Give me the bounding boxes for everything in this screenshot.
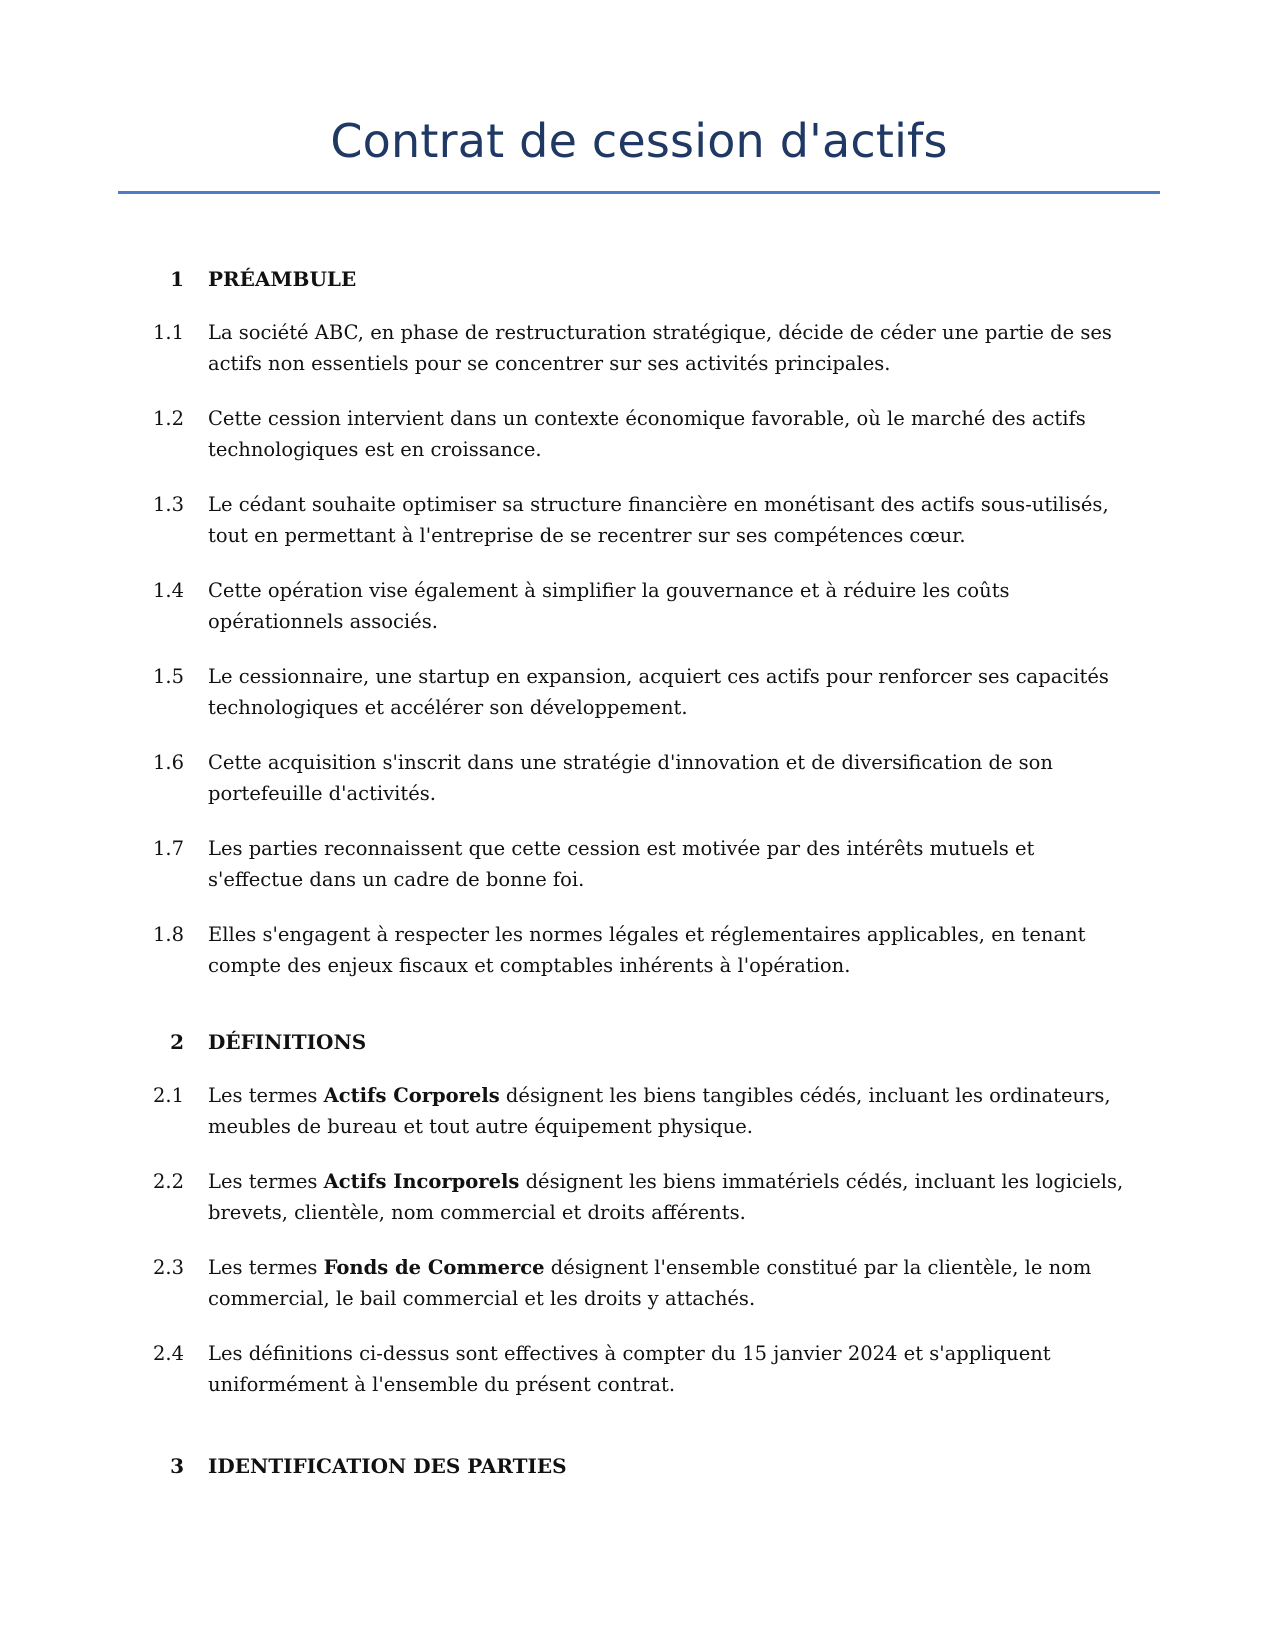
section-preambule	[0, 265, 1275, 981]
section-title: DÉFINITIONS	[208, 1030, 367, 1054]
section-number: 1	[170, 267, 184, 291]
clause-text: Les définitions ci-dessus sont effectives à compter du 15 janvier 2024 et s'appliquent uniformément à l'ensemble du présent contrat.	[208, 1342, 1051, 1396]
clause-text: Cette cession intervient dans un contexte économique favorable, où le marché des actifs technologiques est en croissance.	[208, 407, 1086, 461]
clause-number: 2.3	[152, 1256, 184, 1279]
clause-number: 1.8	[152, 923, 184, 946]
clause-text: Cette acquisition s'inscrit dans une stratégie d'innovation et de diversification de son portefeuille d'activités.	[208, 751, 1053, 805]
clause-2-3	[0, 1252, 1275, 1314]
section-title: IDENTIFICATION DES PARTIES	[208, 1454, 567, 1478]
clause-1-3	[0, 489, 1275, 551]
clause-number: 1.5	[152, 665, 184, 688]
clause-number: 1.1	[152, 321, 184, 344]
clause-text-post: désignent l'ensemble constitué par la clientèle, le nom commercial, le bail commercial et les droits y attachés.	[208, 1256, 1092, 1310]
clause-text	[208, 1252, 1133, 1314]
clause-1-7	[0, 833, 1275, 895]
clause-text	[208, 1080, 1133, 1142]
clause-2-2	[0, 1166, 1275, 1228]
title-underline	[118, 191, 1160, 194]
clause-number: 1.7	[152, 837, 184, 860]
section-heading	[0, 1028, 1275, 1056]
clause-text: Elles s'engagent à respecter les normes légales et réglementaires applicables, en tenant compte des enjeux fiscaux et comptables inhérents à l'opération.	[208, 923, 1086, 977]
clause-1-4	[0, 575, 1275, 637]
clause-number: 2.1	[152, 1084, 184, 1107]
clause-text-pre: Les termes	[208, 1170, 324, 1193]
defined-term: Fonds de Commerce	[323, 1256, 545, 1279]
section-number: 2	[170, 1030, 184, 1054]
document-title: Contrat de cession d'actifs	[330, 114, 948, 168]
section-definitions	[0, 1028, 1275, 1400]
clause-2-4	[0, 1338, 1275, 1400]
clause-1-1	[0, 317, 1275, 379]
section-number: 3	[170, 1454, 184, 1478]
clause-text-pre: Les termes	[208, 1084, 324, 1107]
section-title: PRÉAMBULE	[208, 267, 357, 291]
clause-number: 1.6	[152, 751, 184, 774]
clause-1-5	[0, 661, 1275, 723]
clause-1-2	[0, 403, 1275, 465]
clause-text: Les parties reconnaissent que cette cession est motivée par des intérêts mutuels et s'effectue dans un cadre de bonne foi.	[208, 837, 1035, 891]
clause-text-pre: Les termes	[208, 1256, 324, 1279]
defined-term: Actifs Incorporels	[323, 1170, 520, 1193]
clause-1-8	[0, 919, 1275, 981]
section-heading	[0, 1452, 1275, 1480]
clause-text: Le cédant souhaite optimiser sa structure financière en monétisant des actifs sous-utilisés, tout en permettant à l'entreprise de se recentrer sur ses compétences cœur.	[208, 493, 1109, 547]
clause-number: 1.4	[152, 579, 184, 602]
clause-text: Le cessionnaire, une startup en expansion, acquiert ces actifs pour renforcer ses capacités technologiques et accélérer son développement.	[208, 665, 1109, 719]
clause-text-post: désignent les biens immatériels cédés, incluant les logiciels, brevets, clientèle, nom commercial et droits afférents.	[208, 1170, 1124, 1224]
section-heading	[0, 265, 1275, 293]
clause-2-1	[0, 1080, 1275, 1142]
clause-number: 1.2	[152, 407, 184, 430]
clause-text-post: désignent les biens tangibles cédés, incluant les ordinateurs, meubles de bureau et tout autre équipement physique.	[208, 1084, 1111, 1138]
defined-term: Actifs Corporels	[323, 1084, 500, 1107]
clause-number: 1.3	[152, 493, 184, 516]
clause-text: La société ABC, en phase de restructuration stratégique, décide de céder une partie de ses actifs non essentiels pour se concentrer sur ses activités principales.	[208, 321, 1112, 375]
section-identification-parties	[0, 1452, 1275, 1480]
clause-text: Cette opération vise également à simplifier la gouvernance et à réduire les coûts opérationnels associés.	[208, 579, 1010, 633]
clause-number: 2.2	[152, 1170, 184, 1193]
clause-1-6	[0, 747, 1275, 809]
clause-text	[208, 1166, 1133, 1228]
clause-number: 2.4	[152, 1342, 184, 1365]
